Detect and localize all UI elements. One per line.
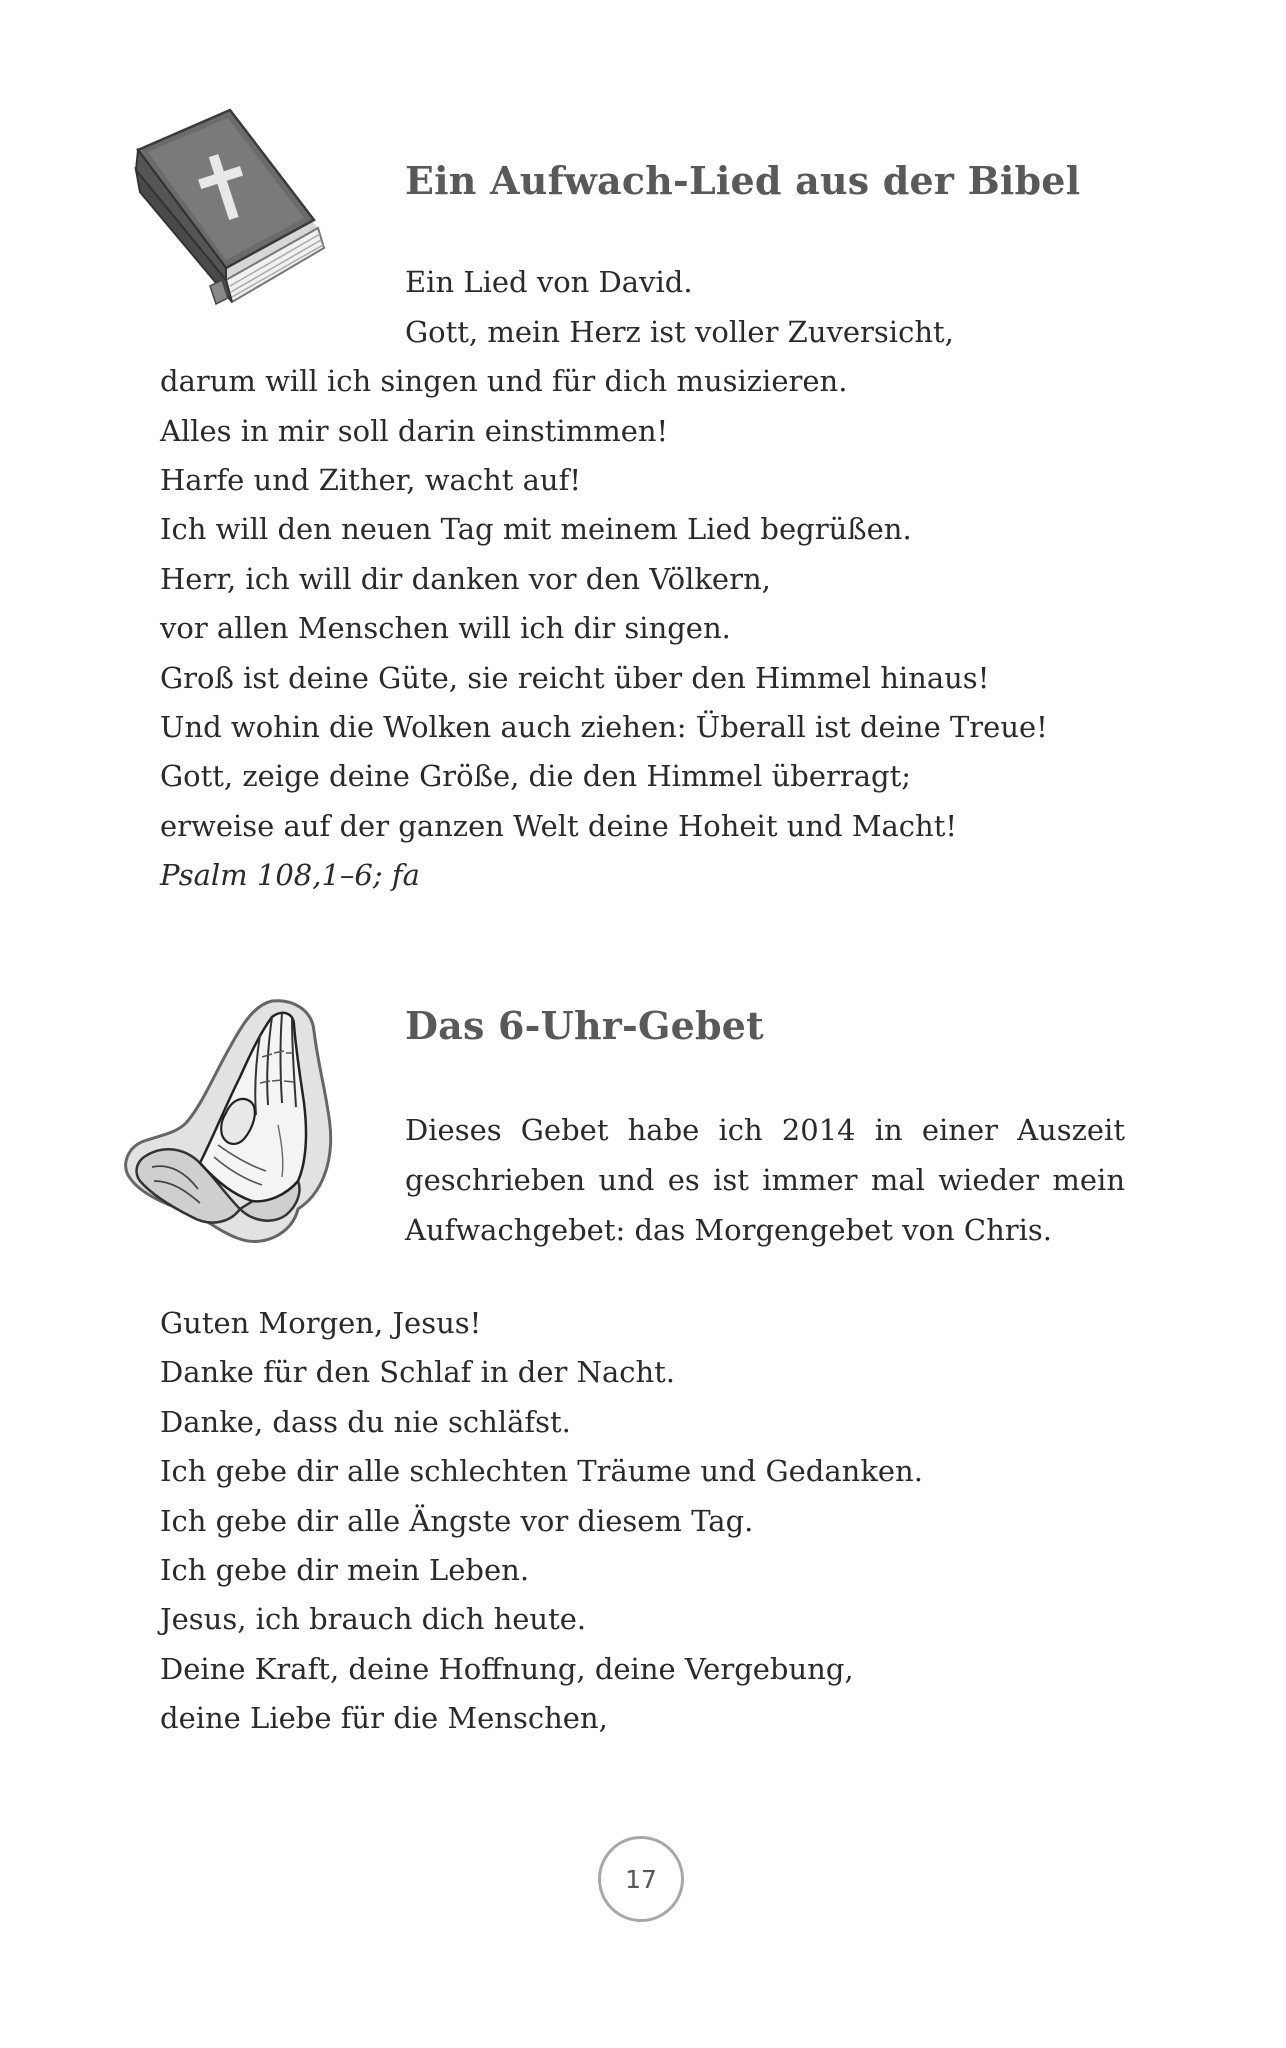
intro-line: Aufwachgebet: das Morgengebet von Chris. — [405, 1213, 1053, 1247]
prayer-line: Ich gebe dir alle schlechten Träume und Gedanken. — [160, 1454, 923, 1488]
intro-line: geschrieben und es ist immer mal wieder mein — [405, 1163, 1125, 1197]
prayer-line: Ich gebe dir alle Ängste vor diesem Tag. — [160, 1504, 754, 1538]
praying-hands-icon — [122, 995, 334, 1250]
page-number — [598, 1836, 684, 1922]
intro-paragraph — [405, 1105, 1125, 1255]
psalm-citation: Psalm 108,1–6; fa — [160, 858, 420, 892]
prayer-line: deine Liebe für die Menschen, — [160, 1701, 608, 1735]
intro-line: Dieses Gebet habe ich 2014 in einer Auszeit — [405, 1113, 1125, 1147]
prayer-line: Deine Kraft, deine Hoffnung, deine Vergebung, — [160, 1652, 854, 1686]
text-line: Ein Lied von David. — [405, 265, 693, 299]
prayer-line: Danke, dass du nie schläfst. — [160, 1405, 571, 1439]
text-line: vor allen Menschen will ich dir singen. — [160, 611, 731, 645]
section-title-6-uhr-gebet: Das 6-Uhr-Gebet — [405, 1003, 764, 1048]
page-number-label: 17 — [625, 1864, 657, 1894]
text-line: Alles in mir soll darin einstimmen! — [160, 414, 669, 448]
text-line: darum will ich singen und für dich musizieren. — [160, 364, 848, 398]
prayer-line: Danke für den Schlaf in der Nacht. — [160, 1355, 676, 1389]
prayer-line: Guten Morgen, Jesus! — [160, 1306, 482, 1340]
text-line: erweise auf der ganzen Welt deine Hoheit und Macht! — [160, 809, 958, 843]
text-line: Ich will den neuen Tag mit meinem Lied begrüßen. — [160, 512, 912, 546]
prayer-line: Jesus, ich brauch dich heute. — [160, 1602, 587, 1636]
text-line: Herr, ich will dir danken vor den Völkern, — [160, 562, 771, 596]
text-line: Und wohin die Wolken auch ziehen: Überall ist deine Treue! — [160, 710, 1048, 744]
bible-icon — [118, 108, 333, 313]
text-line: Gott, mein Herz ist voller Zuversicht, — [405, 315, 954, 349]
section-title-bible-song: Ein Aufwach-Lied aus der Bibel — [405, 158, 1081, 203]
text-line: Gott, zeige deine Größe, die den Himmel überragt; — [160, 759, 912, 793]
text-line: Groß ist deine Güte, sie reicht über den Himmel hinaus! — [160, 661, 990, 695]
text-line: Harfe und Zither, wacht auf! — [160, 463, 581, 497]
prayer-line: Ich gebe dir mein Leben. — [160, 1553, 530, 1587]
